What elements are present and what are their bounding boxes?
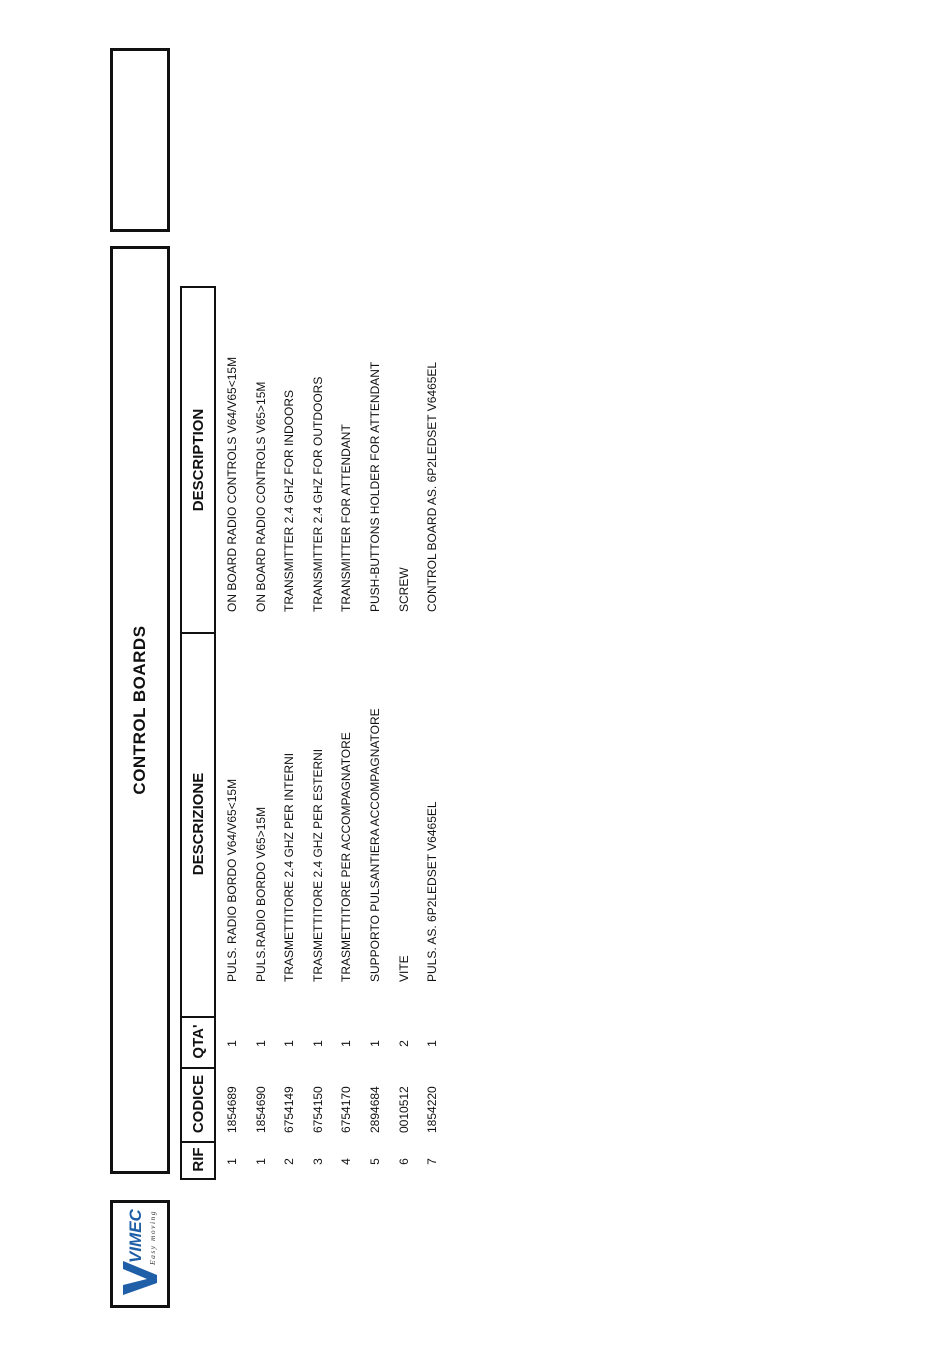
cell-qta: 1: [310, 1040, 325, 1047]
vimec-logo-icon: [117, 1209, 163, 1299]
corner-box: [110, 48, 170, 232]
cell-descrizione: VITE: [396, 955, 411, 982]
cell-rif: 1: [225, 1158, 239, 1165]
cell-description: TRANSMITTER 2.4 GHZ FOR OUTDOORS: [310, 376, 325, 612]
cell-qta: 1: [253, 1040, 268, 1047]
header-codice: CODICE: [180, 1067, 216, 1143]
cell-descrizione: TRASMETTITORE PER ACCOMPAGNATORE: [339, 732, 354, 982]
cell-qta: 1: [225, 1040, 239, 1047]
cell-rif: 4: [339, 1158, 354, 1165]
header-qta: QTA': [180, 1016, 216, 1069]
header-descrizione: DESCRIZIONE: [180, 632, 216, 1018]
cell-codice: 6754170: [339, 1086, 354, 1133]
cell-rif: 7: [425, 1158, 440, 1165]
cell-descrizione: PULS. AS. 6P2LEDSET V6465EL: [425, 801, 440, 982]
cell-qta: 2: [396, 1040, 411, 1047]
cell-description: TRANSMITTER FOR ATTENDANT: [339, 424, 354, 612]
cell-qta: 1: [368, 1040, 382, 1047]
cell-codice: 2894684: [368, 1086, 382, 1133]
cell-qta: 1: [425, 1040, 440, 1047]
cell-rif: 1: [253, 1158, 268, 1165]
cell-description: TRANSMITTER 2.4 GHZ FOR INDOORS: [282, 389, 297, 612]
cell-rif: 3: [310, 1158, 325, 1165]
brand-name: VIMEC: [126, 1209, 145, 1263]
cell-codice: 1854690: [253, 1086, 268, 1133]
cell-description: ON BOARD RADIO CONTROLS V64/V65<15M: [225, 356, 239, 612]
cell-codice: 6754150: [310, 1086, 325, 1133]
brand-tagline: Easy moving: [148, 1209, 157, 1265]
cell-description: SCREW: [396, 567, 411, 612]
cell-codice: 1854220: [425, 1086, 440, 1133]
cell-codice: 0010512: [396, 1086, 411, 1133]
cell-description: CONTROL BOARD AS. 6P2LEDSET V6465EL: [425, 361, 440, 612]
cell-description: PUSH-BUTTONS HOLDER FOR ATTENDANT: [368, 361, 382, 612]
cell-codice: 1854689: [225, 1086, 239, 1133]
cell-descrizione: TRASMETTITORE 2.4 GHZ PER ESTERNI: [310, 748, 325, 982]
cell-rif: 5: [368, 1158, 382, 1165]
cell-rif: 6: [396, 1158, 411, 1165]
cell-rif: 2: [282, 1158, 297, 1165]
cell-description: ON BOARD RADIO CONTROLS V65>15M: [253, 381, 268, 612]
cell-descrizione: PULS. RADIO BORDO V64/V65<15M: [225, 778, 239, 982]
header-description: DESCRIPTION: [180, 286, 216, 634]
cell-descrizione: TRASMETTITORE 2.4 GHZ PER INTERNI: [282, 752, 297, 982]
brand-logo: [110, 1200, 170, 1308]
title-box: [110, 246, 170, 1174]
cell-descrizione: SUPPORTO PULSANTIERA ACCOMPAGNATORE: [368, 708, 382, 982]
page-title: CONTROL BOARDS: [130, 625, 149, 795]
cell-qta: 1: [282, 1040, 297, 1047]
cell-qta: 1: [339, 1040, 354, 1047]
cell-codice: 6754149: [282, 1086, 297, 1133]
header-rif: RIF: [180, 1141, 216, 1180]
cell-descrizione: PULS.RADIO BORDO V65>15M: [253, 806, 268, 982]
